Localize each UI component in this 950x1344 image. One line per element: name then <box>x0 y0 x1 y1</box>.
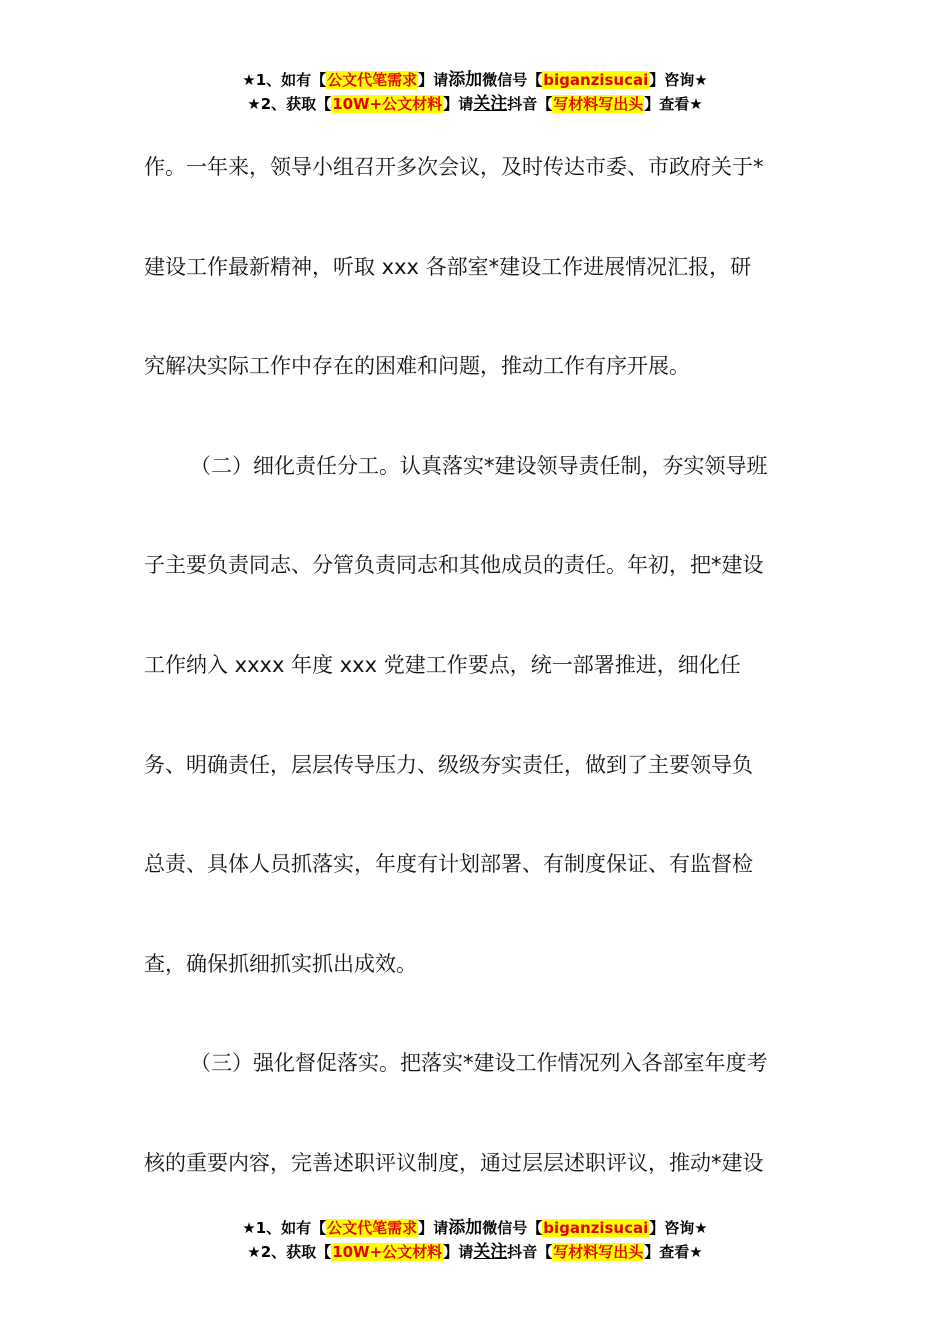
banner-text: ★2、获取【 <box>247 1243 332 1261</box>
highlight-materials: 10W+公文材料 <box>332 95 443 113</box>
banner-text: ★2、获取【 <box>247 95 332 113</box>
banner-emphasis: 关注 <box>473 94 508 114</box>
header-banner-line-1 <box>0 68 950 92</box>
header-banner-line-2 <box>0 92 950 116</box>
banner-text: 】查看★ <box>644 95 703 113</box>
footer-banner-line-1 <box>0 1216 950 1240</box>
highlight-materials: 10W+公文材料 <box>332 1243 443 1261</box>
banner-text: 微信号【 <box>482 1219 543 1237</box>
footer-banner <box>0 1216 950 1264</box>
section-heading-line: （三）强化督促落实。把落实*建设工作情况列入各部室年度考 <box>190 1051 768 1076</box>
banner-text: 抖音【 <box>507 1243 553 1261</box>
body-line: 务、明确责任，层层传导压力、级级夯实责任，做到了主要领导负 <box>144 752 753 777</box>
banner-text: 抖音【 <box>507 95 553 113</box>
banner-text: 】请 <box>443 1243 474 1261</box>
banner-emphasis: 添加 <box>448 1218 483 1238</box>
banner-text: ★1、如有【 <box>242 71 327 89</box>
footer-banner-line-2 <box>0 1240 950 1264</box>
body-line: 子主要负责同志、分管负责同志和其他成员的责任。年初，把*建设 <box>144 553 764 578</box>
section-heading-line: （二）细化责任分工。认真落实*建设领导责任制，夯实领导班 <box>190 453 768 478</box>
banner-emphasis: 关注 <box>473 1242 508 1262</box>
highlight-wechat-id: biganzisucai <box>543 1219 649 1237</box>
banner-text: 】咨询★ <box>649 71 708 89</box>
banner-text: ★1、如有【 <box>242 1219 327 1237</box>
highlight-douyin-account: 写材料写出头 <box>553 1243 644 1261</box>
body-line: 究解决实际工作中存在的困难和问题，推动工作有序开展。 <box>144 354 690 379</box>
header-banner <box>0 68 950 116</box>
highlight-douyin-account: 写材料写出头 <box>553 95 644 113</box>
banner-emphasis: 添加 <box>448 70 483 90</box>
body-line: 总责、具体人员抓落实，年度有计划部署、有制度保证、有监督检 <box>144 852 753 877</box>
body-line: 建设工作最新精神，听取 xxx 各部室*建设工作进展情况汇报，研 <box>144 254 752 279</box>
highlight-service: 公文代笔需求 <box>327 1219 418 1237</box>
banner-text: 】咨询★ <box>649 1219 708 1237</box>
banner-text: 】请 <box>418 1219 449 1237</box>
highlight-service: 公文代笔需求 <box>327 71 418 89</box>
body-line: 作。一年来，领导小组召开多次会议，及时传达市委、市政府关于* <box>144 155 764 179</box>
banner-text: 微信号【 <box>482 71 543 89</box>
body-line: 核的重要内容，完善述职评议制度，通过层层述职评议，推动*建设 <box>144 1150 764 1175</box>
document-body <box>144 118 814 1214</box>
body-line: 查，确保抓细抓实抓出成效。 <box>144 951 417 976</box>
banner-text: 】查看★ <box>644 1243 703 1261</box>
banner-text: 】请 <box>418 71 449 89</box>
body-line: 工作纳入 xxxx 年度 xxx 党建工作要点，统一部署推进，细化任 <box>144 652 741 677</box>
highlight-wechat-id: biganzisucai <box>543 71 649 89</box>
banner-text: 】请 <box>443 95 474 113</box>
